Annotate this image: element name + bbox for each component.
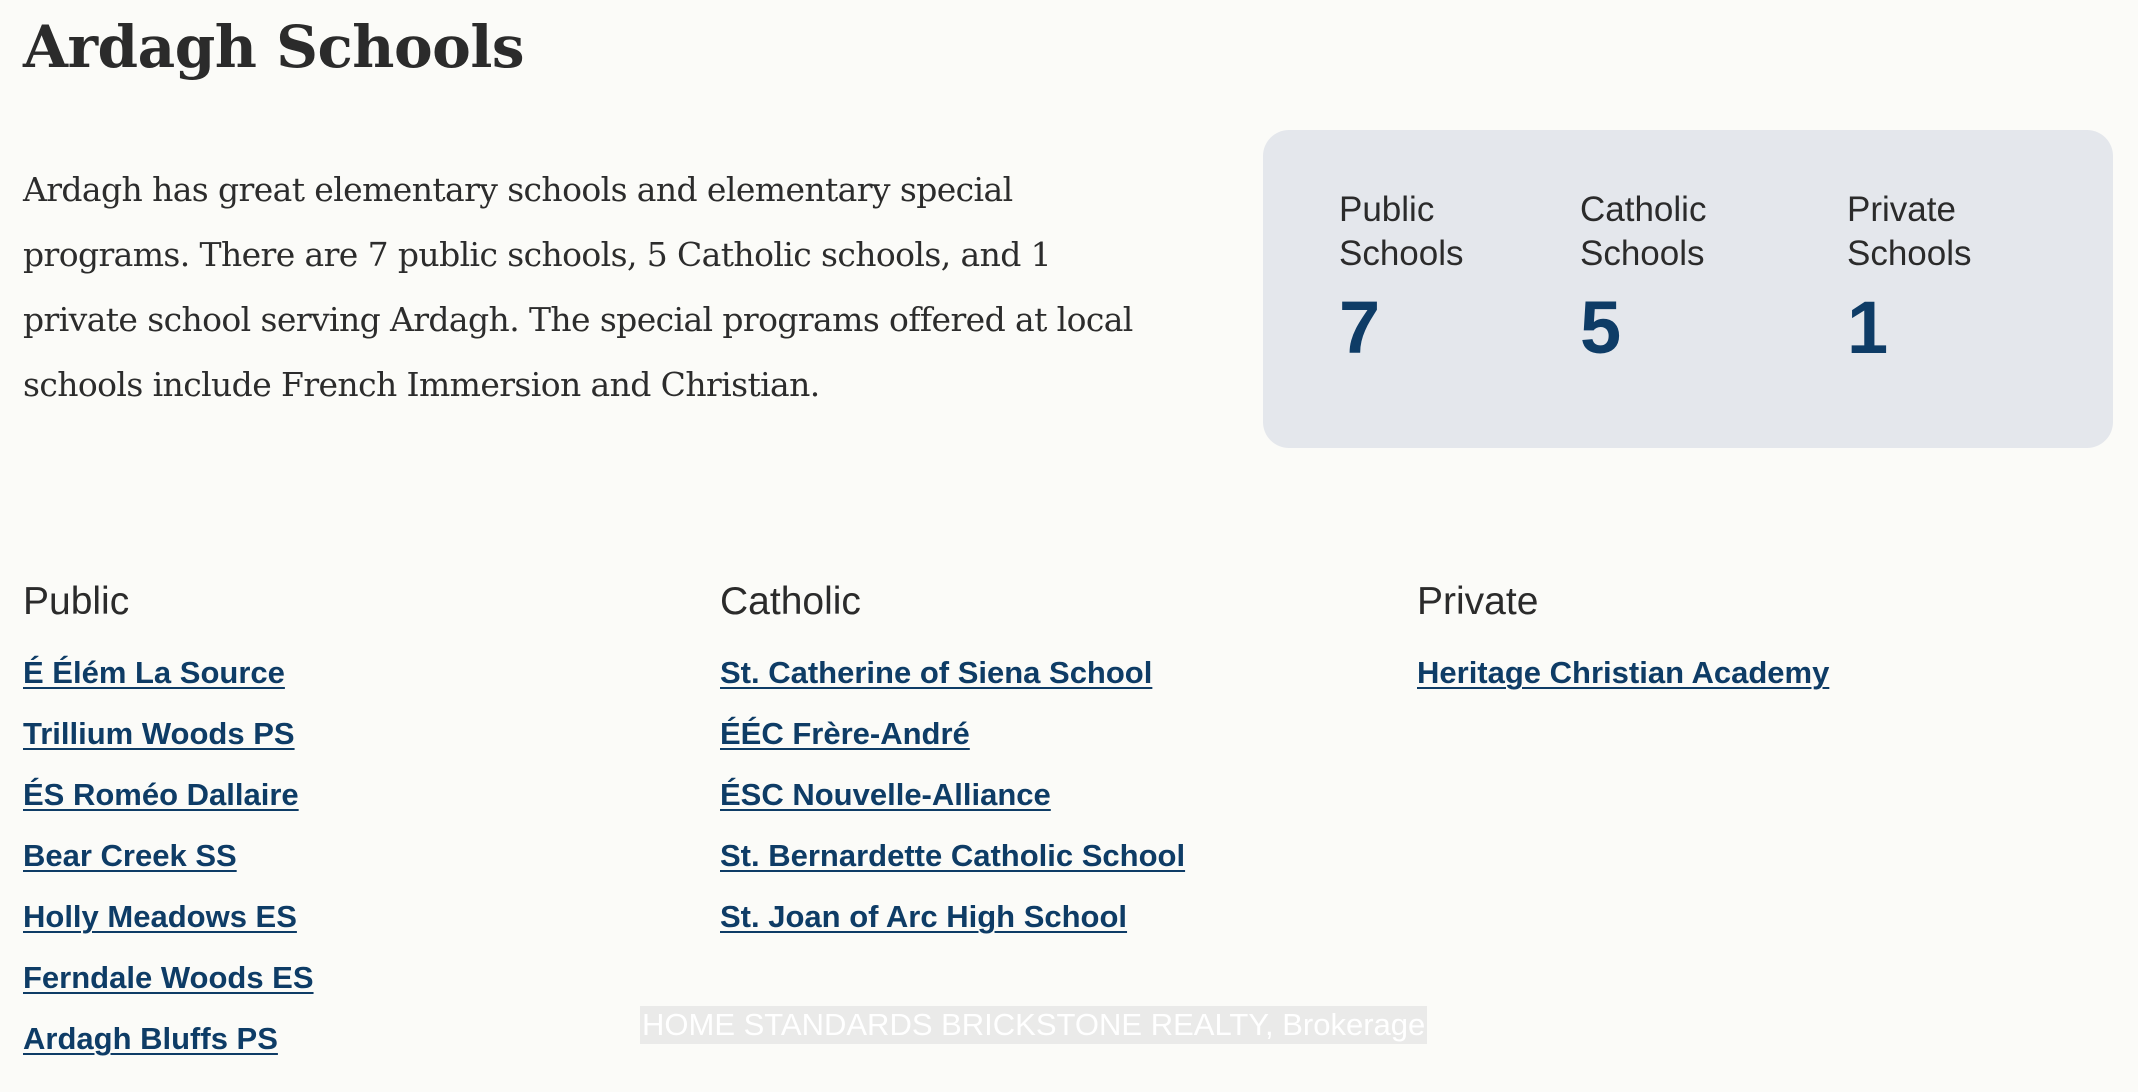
- list-item: [23, 651, 314, 712]
- school-link[interactable]: Bear Creek SS: [23, 838, 237, 873]
- stat-public-schools: [1339, 188, 1529, 368]
- school-link[interactable]: Holly Meadows ES: [23, 899, 297, 934]
- stat-catholic-schools: [1580, 188, 1770, 368]
- list-item: [1417, 651, 1829, 712]
- private-schools-column: [1417, 575, 1829, 712]
- stat-private-schools: [1847, 188, 2037, 368]
- school-link[interactable]: ÉSC Nouvelle-Alliance: [720, 777, 1051, 812]
- page-title: Ardagh Schools: [23, 13, 525, 81]
- stat-label: Private Schools: [1847, 190, 1972, 273]
- school-link[interactable]: St. Joan of Arc High School: [720, 899, 1128, 934]
- school-link[interactable]: St. Bernardette Catholic School: [720, 838, 1186, 873]
- school-link[interactable]: Trillium Woods PS: [23, 716, 295, 751]
- brokerage-watermark: HOME STANDARDS BRICKSTONE REALTY, Brokerage: [642, 1007, 1426, 1042]
- stat-label: Catholic Schools: [1580, 190, 1707, 273]
- school-stats-card: [1263, 130, 2113, 448]
- public-school-list: [23, 651, 314, 1078]
- list-item: [23, 773, 314, 834]
- list-item: [23, 712, 314, 773]
- school-link[interactable]: ÉS Roméo Dallaire: [23, 777, 299, 812]
- catholic-heading: Catholic: [720, 580, 861, 623]
- intro-paragraph: Ardagh has great elementary schools and elementary special programs. There are 7 public schools, 5 Catholic schools, and 1 private school serving Ardagh. The special programs offered at local schools include French Immersion and Christian.: [23, 170, 1133, 404]
- school-link[interactable]: St. Catherine of Siena School: [720, 655, 1153, 690]
- list-item: [23, 895, 314, 956]
- private-school-list: [1417, 651, 1829, 712]
- list-item: [23, 834, 314, 895]
- public-heading: Public: [23, 580, 130, 623]
- school-link[interactable]: ÉÉC Frère-André: [720, 716, 970, 751]
- list-item: [23, 956, 314, 1017]
- private-heading: Private: [1417, 580, 1539, 623]
- school-link[interactable]: É Élém La Source: [23, 655, 285, 690]
- stat-value: 5: [1580, 286, 1622, 369]
- school-link[interactable]: Ardagh Bluffs PS: [23, 1021, 278, 1056]
- school-link[interactable]: Heritage Christian Academy: [1417, 655, 1830, 690]
- public-schools-column: [23, 575, 314, 1078]
- school-link[interactable]: Ferndale Woods ES: [23, 960, 314, 995]
- catholic-schools-column: [720, 575, 1185, 956]
- stat-value: 1: [1847, 286, 1889, 369]
- stat-value: 7: [1339, 286, 1381, 369]
- list-item: [720, 834, 1185, 895]
- list-item: [720, 651, 1185, 712]
- catholic-school-list: [720, 651, 1185, 956]
- list-item: [23, 1017, 314, 1078]
- list-item: [720, 712, 1185, 773]
- list-item: [720, 895, 1185, 956]
- list-item: [720, 773, 1185, 834]
- stat-label: Public Schools: [1339, 190, 1464, 273]
